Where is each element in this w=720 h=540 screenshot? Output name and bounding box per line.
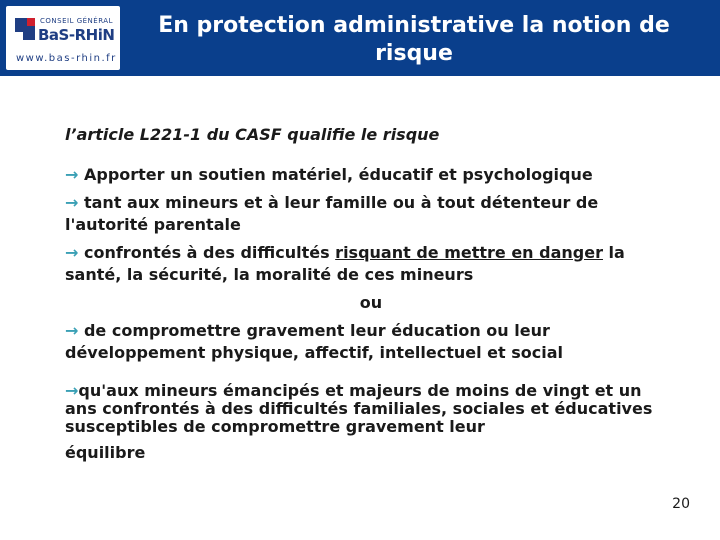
bullet-item-3	[65, 242, 677, 286]
slide-title: En protection administrative la notion de risque	[158, 13, 670, 66]
bullet-item-4	[65, 320, 677, 364]
arrow-icon: →	[65, 243, 79, 262]
slide-body	[65, 124, 677, 470]
bas-rhin-emblem-icon	[13, 16, 37, 42]
logo-line-conseil-general: CONSEIL GÉNÉRAL	[40, 17, 113, 25]
bullet-item-5	[65, 382, 677, 436]
connector-ou: ou	[359, 293, 383, 312]
bullet-item-5-end: équilibre	[65, 443, 146, 462]
bullet-item-5-text: qu'aux mineurs émancipés et majeurs de moins de vingt et un ans confrontés à des difficultés familiales, sociales et éducatives susceptibles de compromettre gravement leur	[65, 381, 653, 436]
arrow-icon: →	[65, 381, 79, 400]
intro-line: l’article L221-1 du CASF qualifie le risque	[65, 125, 440, 144]
bullet-item-1-text: Apporter un soutien matériel, éducatif et psychologique	[78, 165, 593, 184]
arrow-icon: →	[65, 165, 79, 184]
arrow-icon: →	[65, 193, 79, 212]
bas-rhin-logo	[6, 6, 120, 70]
bullet-item-3-text-post: la santé, la sécurité, la moralité de ces mineurs	[65, 243, 625, 284]
arrow-icon: →	[65, 321, 79, 340]
page-number: 20	[672, 496, 690, 512]
title-bar	[0, 0, 720, 76]
bullet-item-3-underlined: risquant de mettre en danger	[335, 243, 603, 262]
logo-line-bas-rhin: BaS-RHiN	[38, 26, 115, 44]
bullet-item-2-text: tant aux mineurs et à leur famille ou à tout détenteur de l'autorité parentale	[65, 193, 599, 234]
bullet-item-2	[65, 192, 677, 236]
bullet-item-1	[65, 164, 677, 186]
logo-url: www.bas-rhin.fr	[16, 53, 117, 64]
bullet-item-3-text-pre: confrontés à des difficultés	[78, 243, 336, 262]
bullet-item-4-text: de compromettre gravement leur éducation ou leur développement physique, affectif, intellectuel et social	[65, 321, 563, 362]
